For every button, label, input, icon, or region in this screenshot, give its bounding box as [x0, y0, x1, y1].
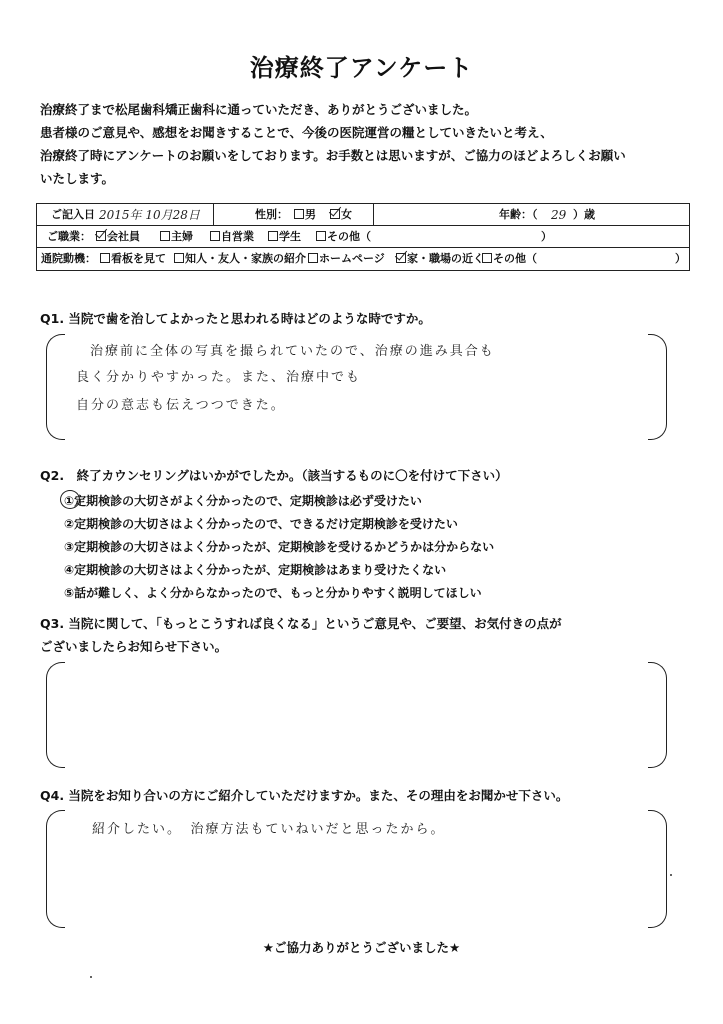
respondent-info-table: [36, 203, 690, 271]
occupation-label: ご職業：: [47, 230, 91, 243]
checkbox-occupation[interactable]: [268, 231, 278, 241]
checkbox-motive[interactable]: [308, 253, 318, 263]
q1-question: Q1. 当院で歯を治してよかったと思われる時はどのような時ですか。: [40, 311, 431, 326]
checkbox-motive[interactable]: [100, 253, 110, 263]
checkbox-occupation[interactable]: [316, 231, 326, 241]
q4-answer[interactable]: 紹介したい。 治療方法もていねいだと思ったから。: [92, 822, 446, 837]
gender-option-female[interactable]: 女: [327, 204, 352, 226]
info-row-occupation: [37, 226, 689, 248]
occupation-option[interactable]: 学生: [265, 226, 301, 248]
motive-other-close: ）: [675, 252, 686, 265]
intro-text: [40, 98, 680, 190]
q1-bracket-left: [46, 334, 65, 440]
q3-question-line1: Q3. 当院に関して、「もっとこうすれば良くなる」というご意見や、ご要望、お気付きの点が: [40, 616, 562, 631]
q1-answer-line[interactable]: 良く分かりやすかった。また、治療中でも: [76, 370, 362, 385]
q3-bracket-left: [46, 662, 65, 768]
q3-question-line2: ございましたらお知らせ下さい。: [40, 639, 228, 654]
scan-dot: [670, 874, 672, 876]
date-value[interactable]: 2015年 10月28日: [99, 208, 200, 222]
date-label: ご記入日: [51, 208, 95, 221]
occupation-option[interactable]: 主婦: [157, 226, 193, 248]
q1-bracket-right: [648, 334, 667, 440]
q2-option[interactable]: ⑤話が難しく、よく分からなかったので、もっと分かりやすく説明してほしい: [64, 586, 482, 600]
footer-thanks: ★ご協力ありがとうございました★: [262, 940, 461, 955]
gender-label: 性別：: [255, 208, 288, 221]
q4-bracket-right: [648, 810, 667, 928]
intro-line: いたします。: [40, 171, 115, 186]
motive-label: 通院動機：: [41, 252, 96, 265]
checkbox-motive[interactable]: [482, 253, 492, 263]
info-row-motive: [37, 248, 689, 271]
checkbox-occupation[interactable]: [210, 231, 220, 241]
motive-option[interactable]: ホームページ: [305, 248, 385, 270]
page-title: 治療終了アンケート: [249, 54, 474, 82]
q2-option[interactable]: ①定期検診の大切さがよく分かったので、定期検診は必ず受けたい: [64, 494, 422, 508]
motive-option[interactable]: 看板を見て: [97, 248, 166, 270]
age-label: 年齢：（: [499, 208, 538, 221]
scan-dot: [90, 976, 92, 978]
q2-option[interactable]: ③定期検診の大切さはよく分かったが、定期検診を受けるかどうかは分からない: [64, 540, 495, 554]
q2-question: Q2. 終了カウンセリングはいかがでしたか。（該当するものに〇を付けて下さい）: [40, 468, 508, 483]
occupation-option[interactable]: その他（: [313, 226, 371, 248]
q4-bracket-left: [46, 810, 65, 928]
motive-option[interactable]: 知人・友人・家族の紹介: [171, 248, 306, 270]
checkbox-female[interactable]: [330, 209, 340, 219]
q2-option[interactable]: ④定期検診の大切さはよく分かったが、定期検診はあまり受けたくない: [64, 563, 447, 577]
intro-line: 治療終了まで松尾歯科矯正歯科に通っていただき、ありがとうございました。: [40, 102, 478, 117]
occupation-other-close: ）: [541, 230, 552, 243]
q1-answer-line[interactable]: 自分の意志も伝えつつできた。: [76, 398, 286, 413]
checkbox-male[interactable]: [294, 209, 304, 219]
q2-option[interactable]: ②定期検診の大切さはよく分かったので、できるだけ定期検診を受けたい: [64, 517, 458, 531]
motive-option[interactable]: その他（: [479, 248, 537, 270]
checkbox-motive[interactable]: [174, 253, 184, 263]
q1-answer-line[interactable]: 治療前に全体の写真を撮られていたので、治療の進み具合も: [90, 344, 495, 359]
occupation-option[interactable]: 自営業: [207, 226, 254, 248]
occupation-option[interactable]: 会社員: [93, 226, 140, 248]
age-value[interactable]: 29: [551, 208, 567, 222]
gender-option-male[interactable]: 男: [291, 204, 316, 226]
checkbox-motive[interactable]: [396, 253, 406, 263]
q3-bracket-right: [648, 662, 667, 768]
motive-option[interactable]: 家・職場の近く: [393, 248, 484, 270]
checkbox-occupation[interactable]: [96, 231, 106, 241]
intro-line: 治療終了時にアンケートのお願いをしております。お手数とは思いますが、ご協力のほどよろしくお願い: [40, 148, 626, 163]
q4-question: Q4. 当院をお知り合いの方にご紹介していただけますか。また、その理由をお聞かせ下さい。: [40, 788, 569, 803]
age-suffix: ）歳: [573, 208, 595, 221]
checkbox-occupation[interactable]: [160, 231, 170, 241]
intro-line: 患者様のご意見や、感想をお聞きすることで、今後の医院運営の糧としていきたいと考え、: [40, 125, 553, 140]
info-row-basic: [37, 204, 689, 226]
